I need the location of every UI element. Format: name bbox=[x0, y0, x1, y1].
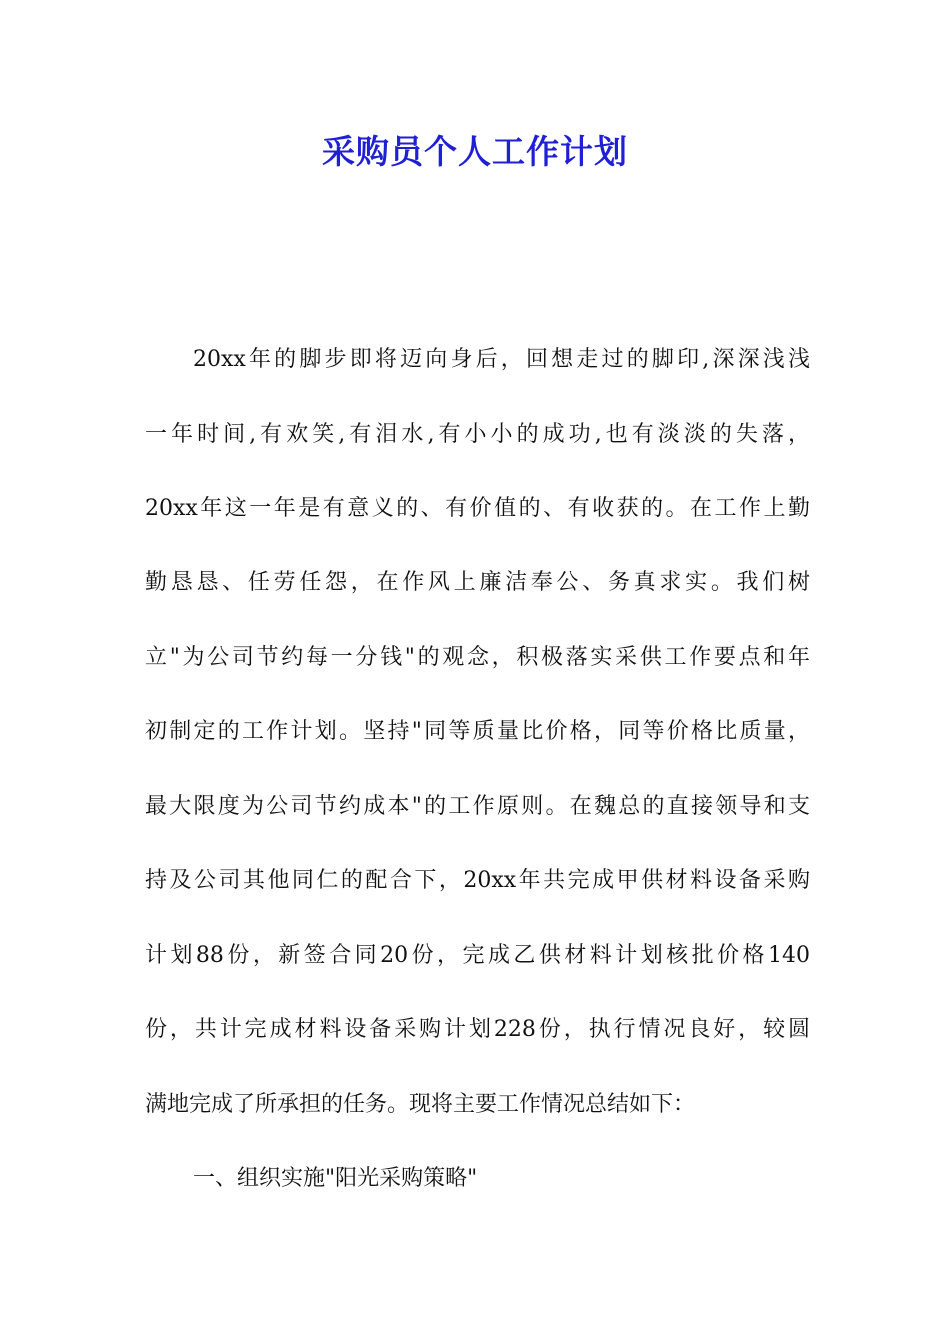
paragraph-line: 一年时间,有欢笑,有泪水,有小小的成功,也有淡淡的失落， bbox=[145, 422, 810, 447]
paragraph-line: 20xx年这一年是有意义的、有价值的、有收获的。在工作上勤 bbox=[145, 496, 810, 521]
document-title: 采购员个人工作计划 bbox=[322, 132, 628, 171]
paragraph-line: 满地完成了所承担的任务。现将主要工作情况总结如下： bbox=[145, 1092, 696, 1117]
paragraph-line: 勤恳恳、任劳任怨，在作风上廉洁奉公、务真求实。我们树 bbox=[145, 570, 810, 595]
section-heading: 一、组织实施"阳光采购策略" bbox=[193, 1166, 478, 1191]
paragraph-line: 持及公司其他同仁的配合下，20xx年共完成甲供材料设备采购 bbox=[145, 868, 810, 893]
paragraph-line: 立"为公司节约每一分钱"的观念，积极落实采供工作要点和年 bbox=[145, 645, 810, 670]
paragraph-line: 初制定的工作计划。坚持"同等质量比价格，同等价格比质量， bbox=[145, 719, 810, 744]
paragraph-line: 份，共计完成材料设备采购计划228份，执行情况良好，较圆 bbox=[145, 1017, 810, 1042]
paragraph-line: 计划88份，新签合同20份，完成乙供材料计划核批价格140 bbox=[145, 943, 810, 968]
paragraph-line: 最大限度为公司节约成本"的工作原则。在魏总的直接领导和支 bbox=[145, 794, 810, 819]
paragraph-line: 20xx年的脚步即将迈向身后，回想走过的脚印,深深浅浅 bbox=[193, 347, 810, 372]
